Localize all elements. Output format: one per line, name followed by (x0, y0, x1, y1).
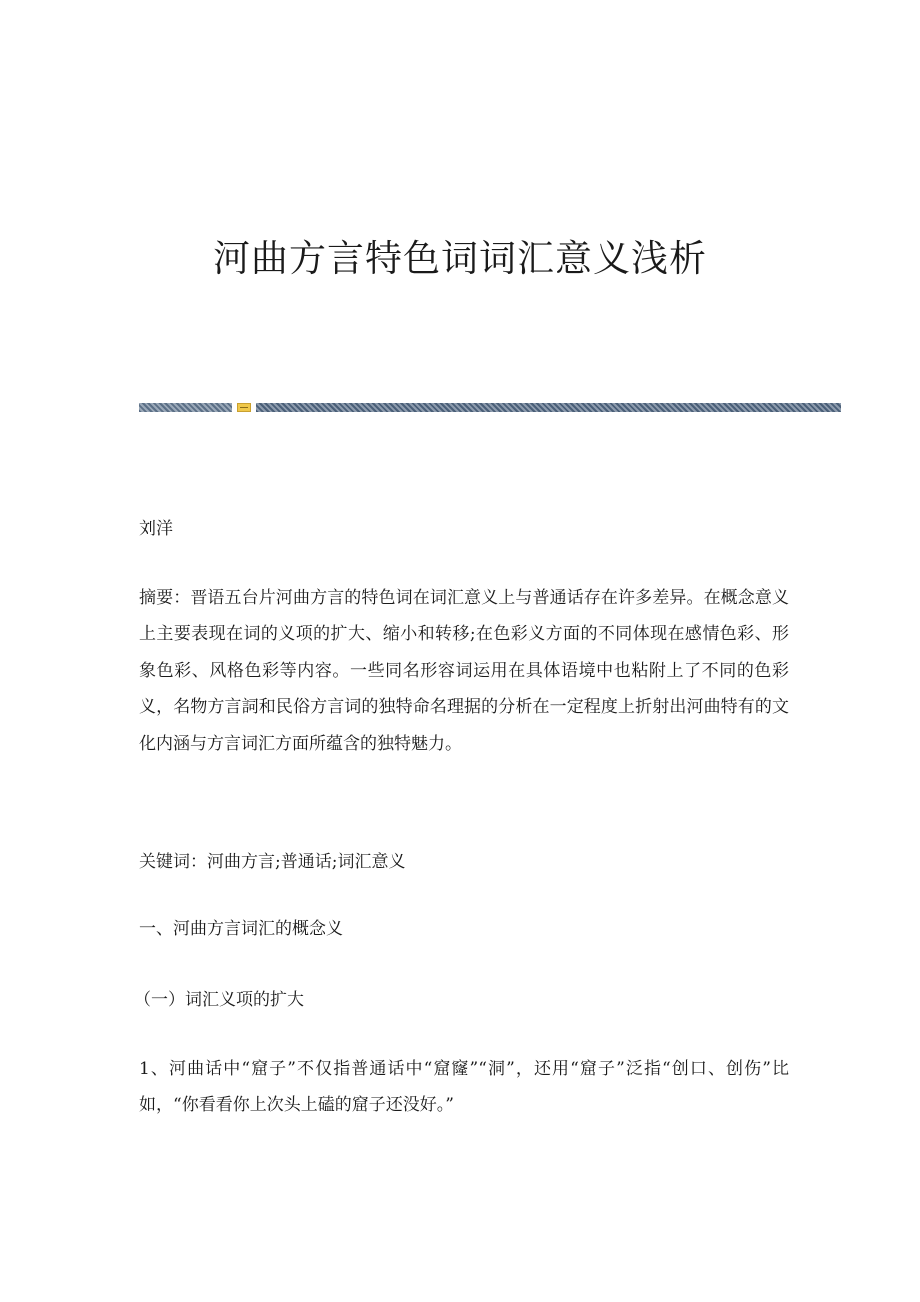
subsection-heading: （一）词汇义项的扩大 (134, 990, 304, 1010)
section-heading: 一、河曲方言词汇的概念义 (139, 919, 343, 939)
author-name: 刘洋 (139, 519, 173, 539)
body-paragraph: 1、河曲话中“窟子”不仅指普通话中“窟窿”“洞”，还用“窟子”泛指“创口、创伤”比如，“你看看你上次头上磕的窟子还没好。” (139, 1059, 789, 1116)
paper-title: 河曲方言特色词词汇意义浅析 (213, 237, 707, 280)
divider-right-bar (256, 403, 841, 412)
decorative-divider (139, 403, 841, 412)
keywords: 关键词：河曲方言;普通话;词汇意义 (139, 852, 406, 872)
divider-left-bar (139, 403, 232, 412)
abstract: 摘要：晋语五台片河曲方言的特色词在词汇意义上与普通话存在许多差异。在概念意义上主要表现在词的义项的扩大、缩小和转移;在色彩义方面的不同体现在感情色彩、形象色彩、风格色彩等内容。一些同名形容词运用在具体语境中也粘附上了不同的色彩义，名物方言詞和民俗方言词的独特命名理据的分析在一定程度上折射出河曲特有的文化内涵与方言词汇方面所蕴含的独特魅力。 (139, 588, 789, 754)
envelope-icon (237, 403, 251, 412)
